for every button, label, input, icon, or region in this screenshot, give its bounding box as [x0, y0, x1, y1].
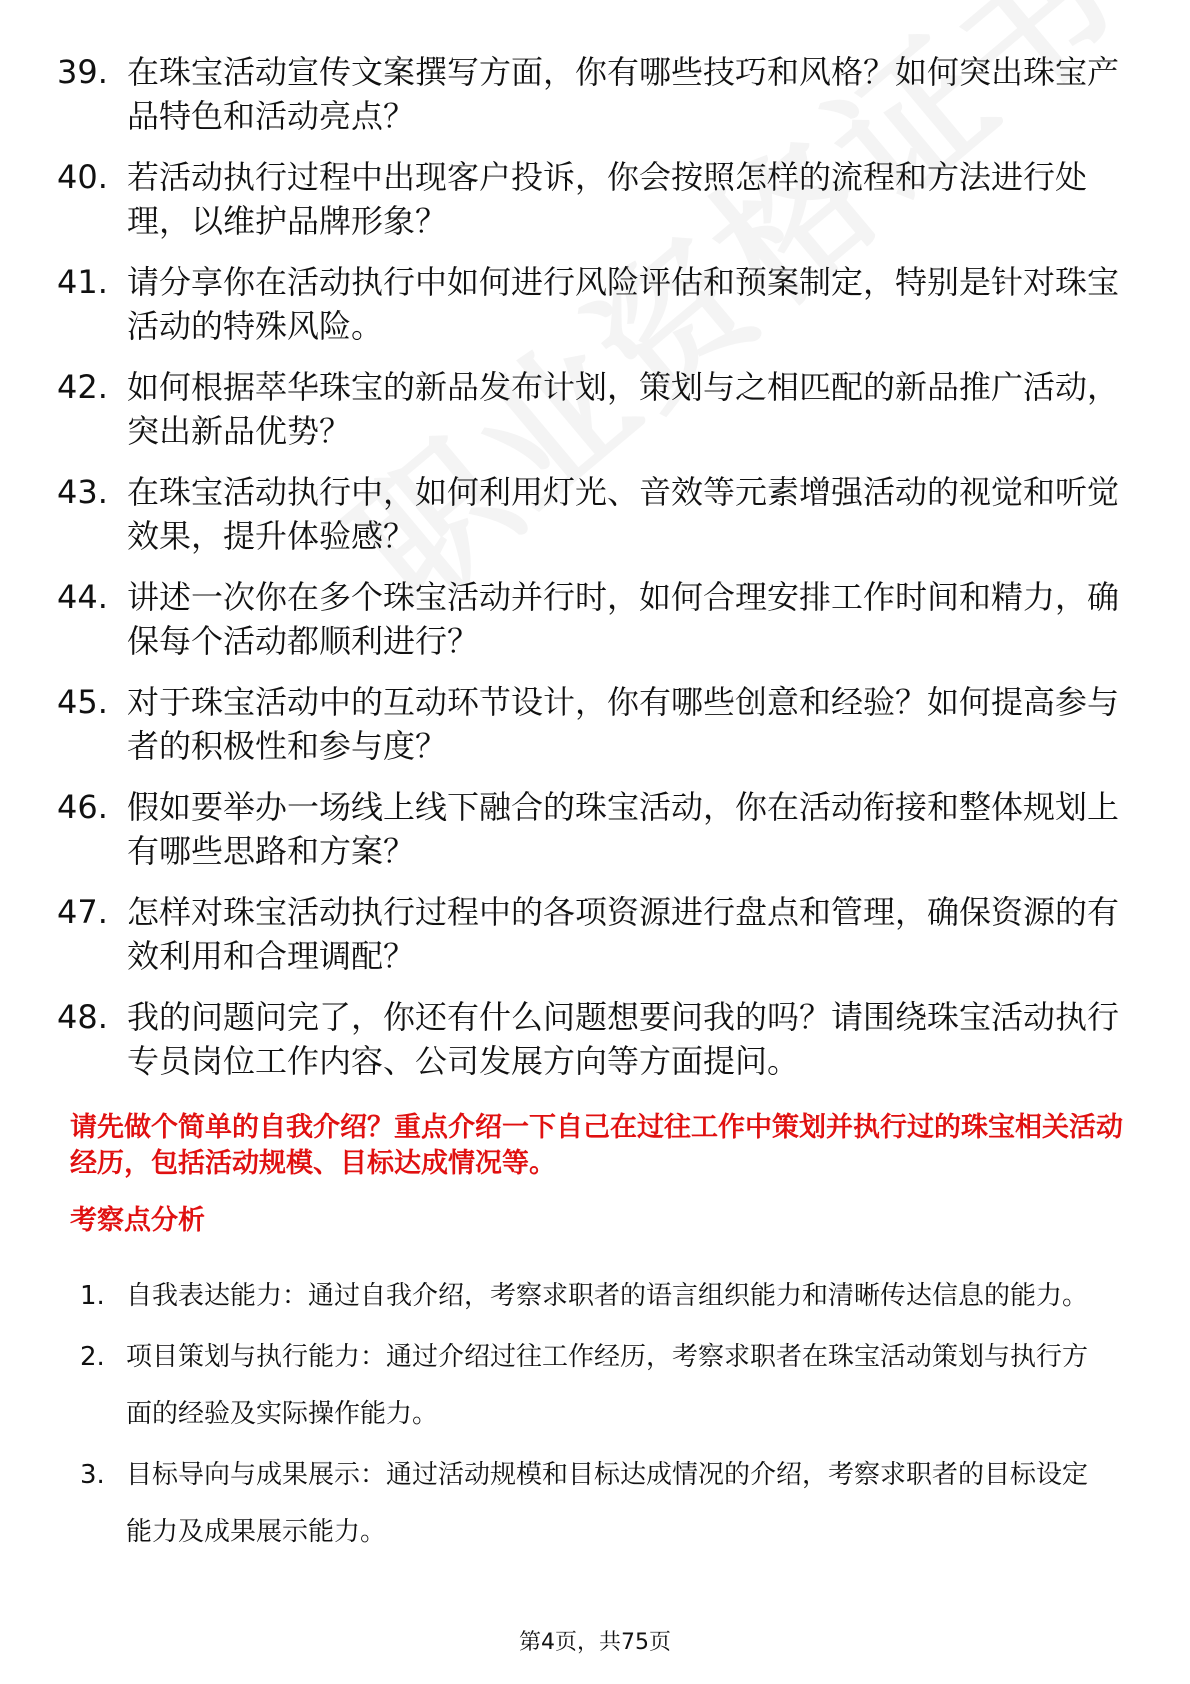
section-title: 考察点分析 — [70, 1205, 205, 1236]
question-text: 假如要举办一场线上线下融合的珠宝活动，你在活动衔接和整体规划上有哪些思路和方案？ — [127, 788, 1120, 870]
analysis-number: 2. — [80, 1342, 105, 1372]
question-item — [57, 575, 1137, 663]
analysis-item — [80, 1268, 1110, 1325]
analysis-number: 1. — [80, 1281, 105, 1311]
analysis-item — [80, 1329, 1110, 1443]
page-footer: 第4页，共75页 — [519, 1630, 671, 1655]
question-number: 44. — [57, 578, 108, 616]
question-text: 请分享你在活动执行中如何进行风险评估和预案制定，特别是针对珠宝活动的特殊风险。 — [127, 263, 1120, 345]
question-item — [57, 890, 1137, 978]
question-text: 怎样对珠宝活动执行过程中的各项资源进行盘点和管理，确保资源的有效利用和合理调配？ — [127, 893, 1120, 975]
question-item — [57, 50, 1137, 138]
highlight-question: 请先做个简单的自我介绍？重点介绍一下自己在过往工作中策划并执行过的珠宝相关活动经历，包括活动规模、目标达成情况等。 — [70, 1112, 1123, 1179]
question-number: 47. — [57, 893, 108, 931]
question-number: 41. — [57, 263, 108, 301]
question-text: 如何根据萃华珠宝的新品发布计划，策划与之相匹配的新品推广活动，突出新品优势？ — [127, 368, 1120, 450]
question-number: 42. — [57, 368, 108, 406]
question-text: 我的问题问完了，你还有什么问题想要问我的吗？请围绕珠宝活动执行专员岗位工作内容、公司发展方向等方面提问。 — [127, 998, 1120, 1080]
question-item — [57, 785, 1137, 873]
question-text: 对于珠宝活动中的互动环节设计，你有哪些创意和经验？如何提高参与者的积极性和参与度？ — [127, 683, 1120, 765]
question-item — [57, 470, 1137, 558]
analysis-number: 3. — [80, 1460, 105, 1490]
question-item — [57, 260, 1137, 348]
question-item — [57, 365, 1137, 453]
question-text: 在珠宝活动宣传文案撰写方面，你有哪些技巧和风格？如何突出珠宝产品特色和活动亮点？ — [127, 53, 1120, 135]
question-text: 讲述一次你在多个珠宝活动并行时，如何合理安排工作时间和精力，确保每个活动都顺利进行？ — [127, 578, 1120, 660]
analysis-text: 目标导向与成果展示：通过活动规模和目标达成情况的介绍，考察求职者的目标设定能力及成果展示能力。 — [126, 1460, 1089, 1547]
question-item — [57, 155, 1137, 243]
question-item — [57, 995, 1137, 1083]
question-number: 43. — [57, 473, 108, 511]
question-text: 在珠宝活动执行中，如何利用灯光、音效等元素增强活动的视觉和听觉效果，提升体验感？ — [127, 473, 1120, 555]
analysis-text: 自我表达能力：通过自我介绍，考察求职者的语言组织能力和清晰传达信息的能力。 — [126, 1281, 1089, 1311]
question-number: 46. — [57, 788, 108, 826]
analysis-item — [80, 1447, 1110, 1561]
question-number: 45. — [57, 683, 108, 721]
question-number: 39. — [57, 53, 108, 91]
question-number: 40. — [57, 158, 108, 196]
question-number: 48. — [57, 998, 108, 1036]
analysis-list — [80, 1268, 1110, 1565]
question-list — [57, 50, 1137, 1100]
question-item — [57, 680, 1137, 768]
question-text: 若活动执行过程中出现客户投诉，你会按照怎样的流程和方法进行处理，以维护品牌形象？ — [127, 158, 1088, 240]
analysis-text: 项目策划与执行能力：通过介绍过往工作经历，考察求职者在珠宝活动策划与执行方面的经验及实际操作能力。 — [126, 1342, 1089, 1429]
